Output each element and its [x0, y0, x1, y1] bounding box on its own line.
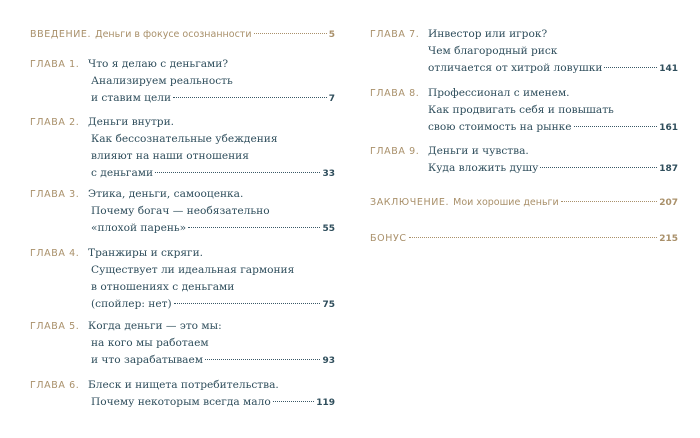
leader-dots	[540, 167, 657, 168]
chapter-title	[88, 114, 335, 183]
chapter-title-last-line: отличается от хитрой ловушки 141	[428, 60, 678, 78]
chapter-title	[88, 186, 335, 238]
chapter-title-line: Существует ли идеальная гармония	[91, 264, 295, 276]
chapter-title-line: Этика, деньги, самооценка.	[88, 188, 244, 200]
chapter-label: ГЛАВА 7.	[370, 29, 420, 40]
chapter-title-line: Профессионал с именем.	[428, 87, 570, 99]
leader-dots	[254, 33, 327, 34]
chapter-label: ГЛАВА 9.	[370, 146, 420, 157]
chapter-title-line: в отношениях с деньгами	[91, 281, 235, 293]
chapter-title-last-line: Почему некоторым всегда мало 119	[88, 394, 335, 412]
chapter-title-last-line: (спойлер: нет) 75	[88, 296, 335, 314]
chapter-title	[88, 318, 335, 370]
leader-dots	[561, 201, 657, 202]
chapter-page-number: 33	[322, 169, 335, 179]
chapter-page-number: 161	[659, 123, 678, 133]
chapter-title-line: Деньги и чувства.	[428, 145, 529, 157]
chapter-label: ГЛАВА 6.	[30, 380, 80, 391]
chapter-title-line: влияют на наши отношения	[91, 150, 249, 162]
chapter-title-last-line: Куда вложить душу 187	[428, 160, 678, 178]
chapter-title	[88, 377, 335, 412]
leader-dots	[205, 359, 320, 360]
chapter-title	[88, 245, 335, 314]
chapter-title-line: Анализируем реальность	[91, 75, 233, 87]
intro-label: ВВЕДЕНИЕ.	[30, 29, 92, 40]
chapter-title-line: Чем благородный риск	[428, 45, 558, 57]
chapter-title-line: Инвестор или игрок?	[428, 28, 548, 40]
chapter-title-line: Деньги внутри.	[88, 116, 175, 128]
conclusion-page-number: 207	[659, 198, 678, 208]
chapter-title-last-line: «плохой парень» 55	[88, 220, 335, 238]
leader-dots	[173, 97, 327, 98]
chapter-title-line: Когда деньги — это мы:	[88, 320, 222, 332]
chapter-page-number: 7	[328, 94, 335, 104]
chapter-page-number: 55	[322, 224, 335, 234]
bonus-label: БОНУС	[370, 233, 407, 244]
leader-dots	[604, 67, 657, 68]
leader-dots	[273, 401, 314, 402]
chapter-title-line: на кого мы работаем	[91, 337, 209, 349]
chapter-page-number: 75	[322, 300, 335, 310]
chapter-title-line: Почему богач — необязательно	[91, 205, 270, 217]
leader-dots	[409, 237, 658, 238]
chapter-title-line: Что я делаю с деньгами?	[88, 58, 229, 70]
chapter-title-line: Блеск и нищета потребительства.	[88, 379, 279, 391]
chapter-title-last-line: и что зарабатываем 93	[88, 352, 335, 370]
chapter-title	[428, 26, 678, 78]
leader-dots	[574, 126, 658, 127]
chapter-label: ГЛАВА 1.	[30, 59, 80, 70]
toc-conclusion-entry[interactable]	[370, 194, 678, 212]
chapter-title	[88, 56, 335, 108]
chapter-page-number: 187	[659, 164, 678, 174]
leader-dots	[155, 172, 320, 173]
intro-title: Деньги в фокусе осознанности	[95, 29, 252, 40]
bonus-page-number: 215	[659, 234, 678, 244]
intro-page-number: 5	[328, 30, 335, 40]
chapter-title	[428, 85, 678, 137]
chapter-label: ГЛАВА 4.	[30, 248, 80, 259]
chapter-page-number: 119	[316, 398, 335, 408]
toc-intro-entry[interactable]	[30, 26, 335, 44]
toc-bonus-entry[interactable]	[370, 230, 678, 248]
chapter-label: ГЛАВА 3.	[30, 189, 80, 200]
chapter-label: ГЛАВА 8.	[370, 88, 420, 99]
leader-dots	[188, 227, 320, 228]
leader-dots	[174, 303, 321, 304]
chapter-page-number: 141	[659, 64, 678, 74]
chapter-label: ГЛАВА 5.	[30, 321, 80, 332]
chapter-title-last-line: и ставим цели 7	[88, 90, 335, 108]
chapter-title-last-line: с деньгами 33	[88, 165, 335, 183]
chapter-title-line: Транжиры и скряги.	[88, 247, 204, 259]
conclusion-label: ЗАКЛЮЧЕНИЕ.	[370, 197, 450, 208]
chapter-page-number: 93	[322, 356, 335, 366]
chapter-title-line: Как бессознательные убеждения	[91, 133, 278, 145]
conclusion-title: Мои хорошие деньги	[453, 197, 559, 208]
chapter-label: ГЛАВА 2.	[30, 117, 80, 128]
chapter-title-last-line: свою стоимость на рынке 161	[428, 119, 678, 137]
chapter-title-line: Как продвигать себя и повышать	[428, 104, 614, 116]
chapter-title	[428, 143, 678, 178]
